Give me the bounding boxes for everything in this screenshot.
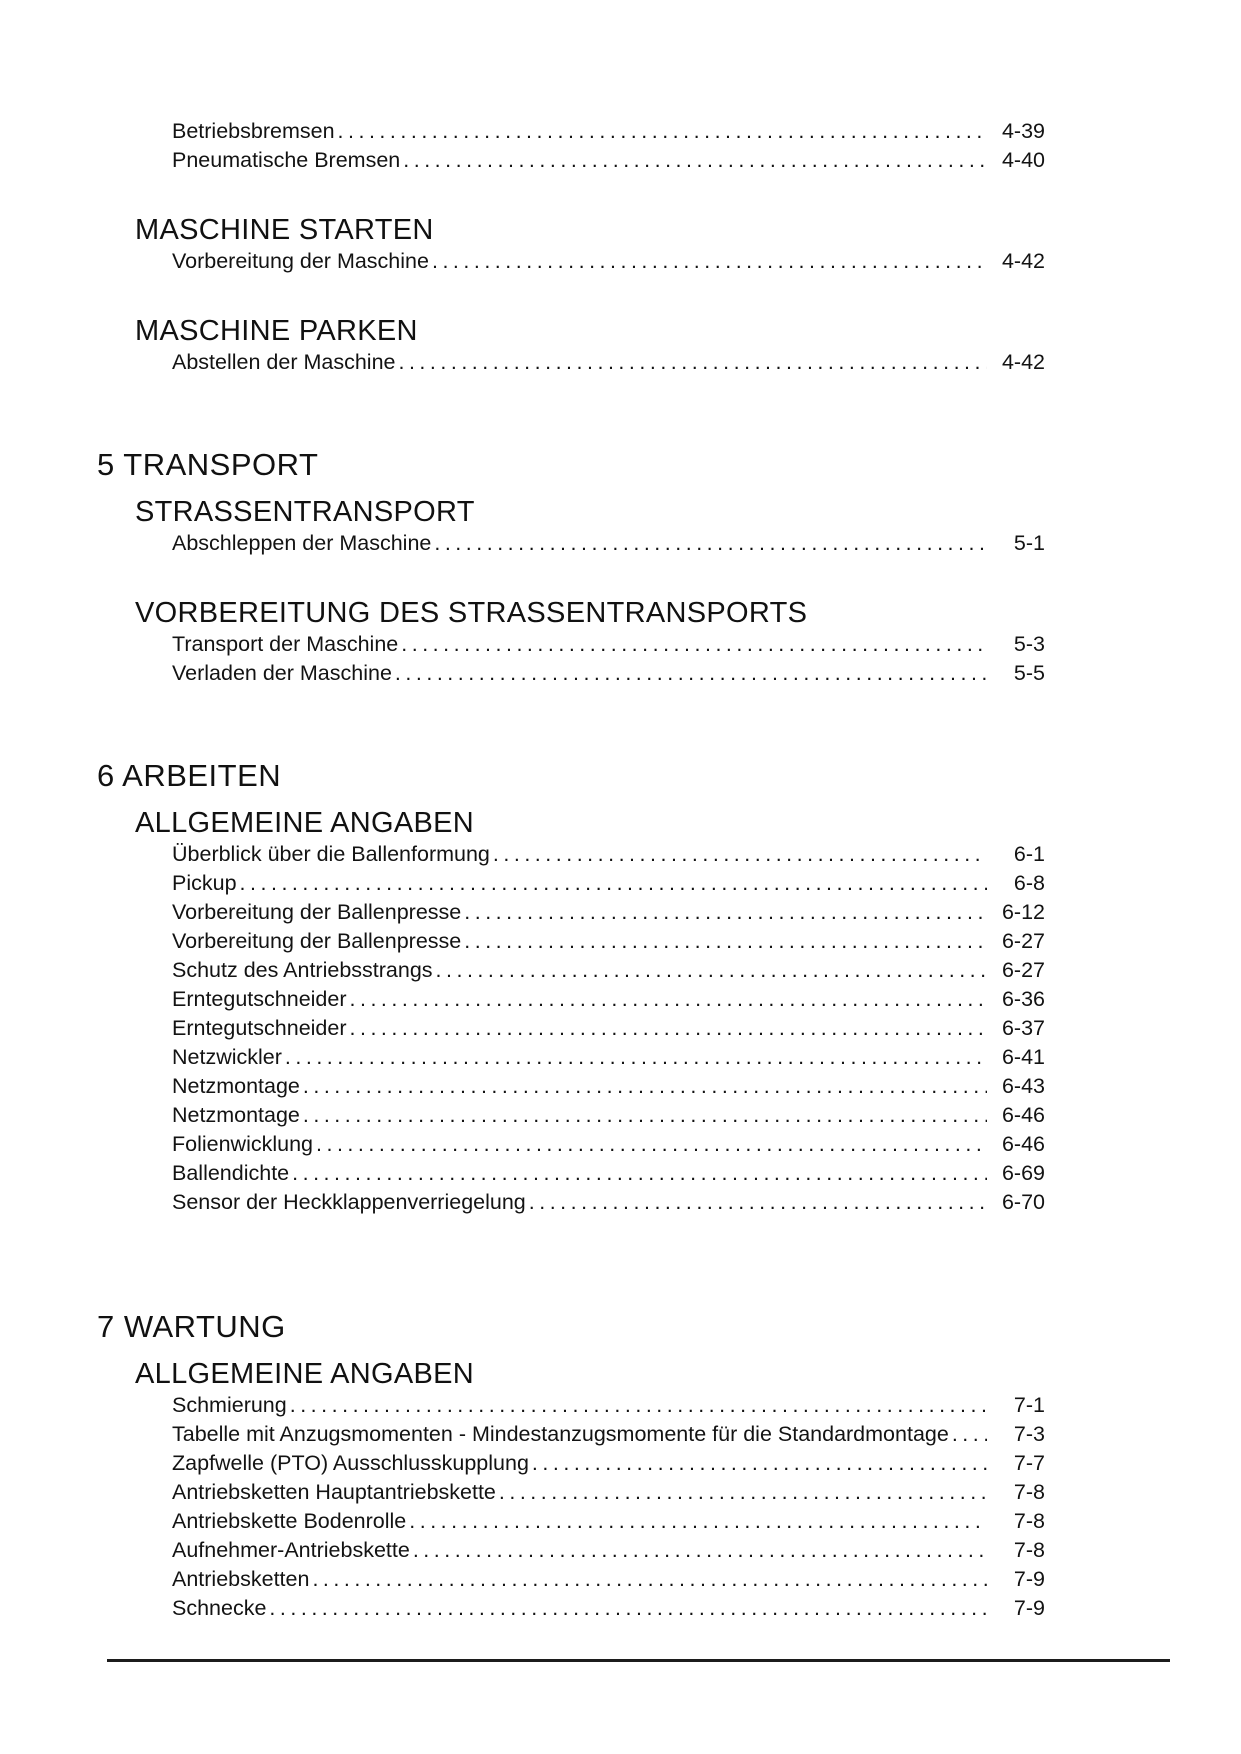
- toc-entry: [172, 1188, 1045, 1217]
- toc-entry-page: 5-3: [1013, 632, 1045, 656]
- toc-entry-label: Erntegutschneider: [172, 1016, 347, 1040]
- toc-entry-label: Schmierung: [172, 1393, 287, 1417]
- toc-entry-label: Antriebskette Bodenrolle: [172, 1509, 407, 1533]
- toc-entry-label: Vorbereitung der Ballenpresse: [172, 929, 462, 953]
- toc-entry-label: Tabelle mit Anzugsmomenten - Mindestanzugsmomente für die Standardmontage: [172, 1422, 949, 1446]
- dot-leader: [464, 927, 987, 956]
- dot-leader: [529, 1188, 987, 1217]
- section-vorbereitung-strassentransport: [97, 596, 1045, 688]
- dot-leader: [269, 1594, 987, 1623]
- toc-entry-page: 6-27: [1001, 958, 1045, 982]
- dot-leader: [292, 1159, 987, 1188]
- toc-entry-label: Pickup: [172, 871, 237, 895]
- section-maschine-parken: [97, 314, 1045, 377]
- toc-entry-label: Verladen der Maschine: [172, 661, 392, 685]
- dot-leader: [350, 985, 988, 1014]
- toc-entry-label: Erntegutschneider: [172, 987, 347, 1011]
- toc-entry: [172, 1159, 1045, 1188]
- toc-entry-page: 6-1: [1013, 842, 1045, 866]
- dot-leader: [403, 146, 987, 175]
- toc-entry: [172, 659, 1045, 688]
- section-heading: MASCHINE PARKEN: [135, 315, 418, 347]
- dot-leader: [395, 659, 987, 688]
- toc-entry: [172, 985, 1045, 1014]
- toc-entry-page: 6-27: [1001, 929, 1045, 953]
- toc-entry: [172, 1101, 1045, 1130]
- dot-leader: [434, 529, 987, 558]
- toc-entry-page: 7-8: [1013, 1538, 1045, 1562]
- toc-entry-label: Pneumatische Bremsen: [172, 148, 401, 172]
- toc-entry-label: Sensor der Heckklappenverriegelung: [172, 1190, 526, 1214]
- footer-rule: [107, 1659, 1170, 1662]
- toc-entry-page: 6-46: [1001, 1103, 1045, 1127]
- dot-leader: [409, 1507, 987, 1536]
- toc-entry: [172, 1507, 1045, 1536]
- section-allgemeine-angaben-6: [97, 806, 1045, 1217]
- toc-entry-label: Netzmontage: [172, 1103, 300, 1127]
- dot-leader: [499, 1478, 987, 1507]
- toc-entry-page: 6-70: [1001, 1190, 1045, 1214]
- toc-entry-label: Schnecke: [172, 1596, 267, 1620]
- toc-entry: [172, 869, 1045, 898]
- dot-leader: [493, 840, 987, 869]
- toc-entry: [172, 630, 1045, 659]
- toc-entry: [172, 247, 1045, 276]
- dot-leader: [312, 1565, 987, 1594]
- toc-entry: [172, 348, 1045, 377]
- chapter-heading: 7 WARTUNG: [97, 1309, 286, 1344]
- toc-entry-page: 6-8: [1013, 871, 1045, 895]
- dot-leader: [240, 869, 987, 898]
- toc-entry: [172, 927, 1045, 956]
- toc-entry: [172, 840, 1045, 869]
- toc-entry-page: 7-8: [1013, 1480, 1045, 1504]
- toc-entry: [172, 1565, 1045, 1594]
- toc-entry-label: Überblick über die Ballenformung: [172, 842, 490, 866]
- section-strassentransport: [97, 495, 1045, 558]
- toc-entry-label: Vorbereitung der Ballenpresse: [172, 900, 462, 924]
- toc-entry-page: 7-9: [1013, 1596, 1045, 1620]
- toc-entry-page: 6-36: [1001, 987, 1045, 1011]
- chapter-heading: 6 ARBEITEN: [97, 758, 282, 793]
- dot-leader: [350, 1014, 988, 1043]
- section-heading: ALLGEMEINE ANGABEN: [135, 807, 475, 839]
- toc-entry-label: Netzwickler: [172, 1045, 282, 1069]
- toc-entry: [172, 1043, 1045, 1072]
- toc-entry: [172, 898, 1045, 927]
- toc-entry: [172, 1072, 1045, 1101]
- chapter4-loose-entries: [97, 117, 1045, 175]
- toc-entry-page: 6-12: [1001, 900, 1045, 924]
- toc-entry-label: Netzmontage: [172, 1074, 300, 1098]
- dot-leader: [316, 1130, 987, 1159]
- toc-entry: [172, 529, 1045, 558]
- toc-entry-page: 6-41: [1001, 1045, 1045, 1069]
- dot-leader: [952, 1420, 987, 1449]
- toc-entry-label: Ballendichte: [172, 1161, 290, 1185]
- dot-leader: [532, 1449, 987, 1478]
- toc-entry: [172, 1594, 1045, 1623]
- dot-leader: [338, 117, 987, 146]
- toc-entry: [172, 1014, 1045, 1043]
- toc-entry-label: Folienwicklung: [172, 1132, 314, 1156]
- toc-entry: [172, 1130, 1045, 1159]
- dot-leader: [398, 348, 987, 377]
- toc-entry-label: Abschleppen der Maschine: [172, 531, 432, 555]
- toc-entry-page: 4-42: [1001, 350, 1045, 374]
- dot-leader: [464, 898, 987, 927]
- toc-entry: [172, 146, 1045, 175]
- toc-entry-label: Transport der Maschine: [172, 632, 399, 656]
- section-heading: VORBEREITUNG DES STRASSENTRANSPORTS: [135, 597, 808, 629]
- toc-entry-page: 7-3: [1013, 1422, 1045, 1446]
- section-heading: MASCHINE STARTEN: [135, 214, 434, 246]
- toc-entry: [172, 1391, 1045, 1420]
- toc-entry-page: 6-37: [1001, 1016, 1045, 1040]
- toc-entry-page: 7-1: [1013, 1393, 1045, 1417]
- toc-entry: [172, 117, 1045, 146]
- toc-entry-page: 7-9: [1013, 1567, 1045, 1591]
- toc-entry-label: Zapfwelle (PTO) Ausschlusskupplung: [172, 1451, 529, 1475]
- dot-leader: [413, 1536, 987, 1565]
- toc-entry-label: Betriebsbremsen: [172, 119, 335, 143]
- toc-entry-page: 4-39: [1001, 119, 1045, 143]
- toc-entry-page: 5-1: [1013, 531, 1045, 555]
- dot-leader: [432, 247, 987, 276]
- toc-entry: [172, 956, 1045, 985]
- toc-entry-page: 6-69: [1001, 1161, 1045, 1185]
- toc-entry-page: 4-42: [1001, 249, 1045, 273]
- toc-entry: [172, 1478, 1045, 1507]
- toc-entry-page: 4-40: [1001, 148, 1045, 172]
- toc-entry-label: Antriebsketten Hauptantriebskette: [172, 1480, 496, 1504]
- toc-entry-label: Antriebsketten: [172, 1567, 310, 1591]
- section-heading: STRASSENTRANSPORT: [135, 496, 475, 528]
- dot-leader: [303, 1101, 987, 1130]
- toc-entry-label: Abstellen der Maschine: [172, 350, 396, 374]
- toc-entry: [172, 1420, 1045, 1449]
- section-heading: ALLGEMEINE ANGABEN: [135, 1358, 475, 1390]
- toc-entry-label: Aufnehmer-Antriebskette: [172, 1538, 410, 1562]
- toc-entry-page: 5-5: [1013, 661, 1045, 685]
- toc-entry-page: 6-43: [1001, 1074, 1045, 1098]
- toc-entry-page: 7-7: [1013, 1451, 1045, 1475]
- toc-entry-page: 6-46: [1001, 1132, 1045, 1156]
- dot-leader: [285, 1043, 987, 1072]
- dot-leader: [303, 1072, 987, 1101]
- dot-leader: [436, 956, 987, 985]
- toc-entry-label: Schutz des Antriebsstrangs: [172, 958, 433, 982]
- dot-leader: [290, 1391, 987, 1420]
- toc-entry-page: 7-8: [1013, 1509, 1045, 1533]
- toc-entry: [172, 1449, 1045, 1478]
- section-allgemeine-angaben-7: [97, 1357, 1045, 1623]
- toc-entry-label: Vorbereitung der Maschine: [172, 249, 429, 273]
- toc-entry: [172, 1536, 1045, 1565]
- chapter-heading: 5 TRANSPORT: [97, 447, 319, 482]
- dot-leader: [401, 630, 987, 659]
- section-maschine-starten: [97, 213, 1045, 276]
